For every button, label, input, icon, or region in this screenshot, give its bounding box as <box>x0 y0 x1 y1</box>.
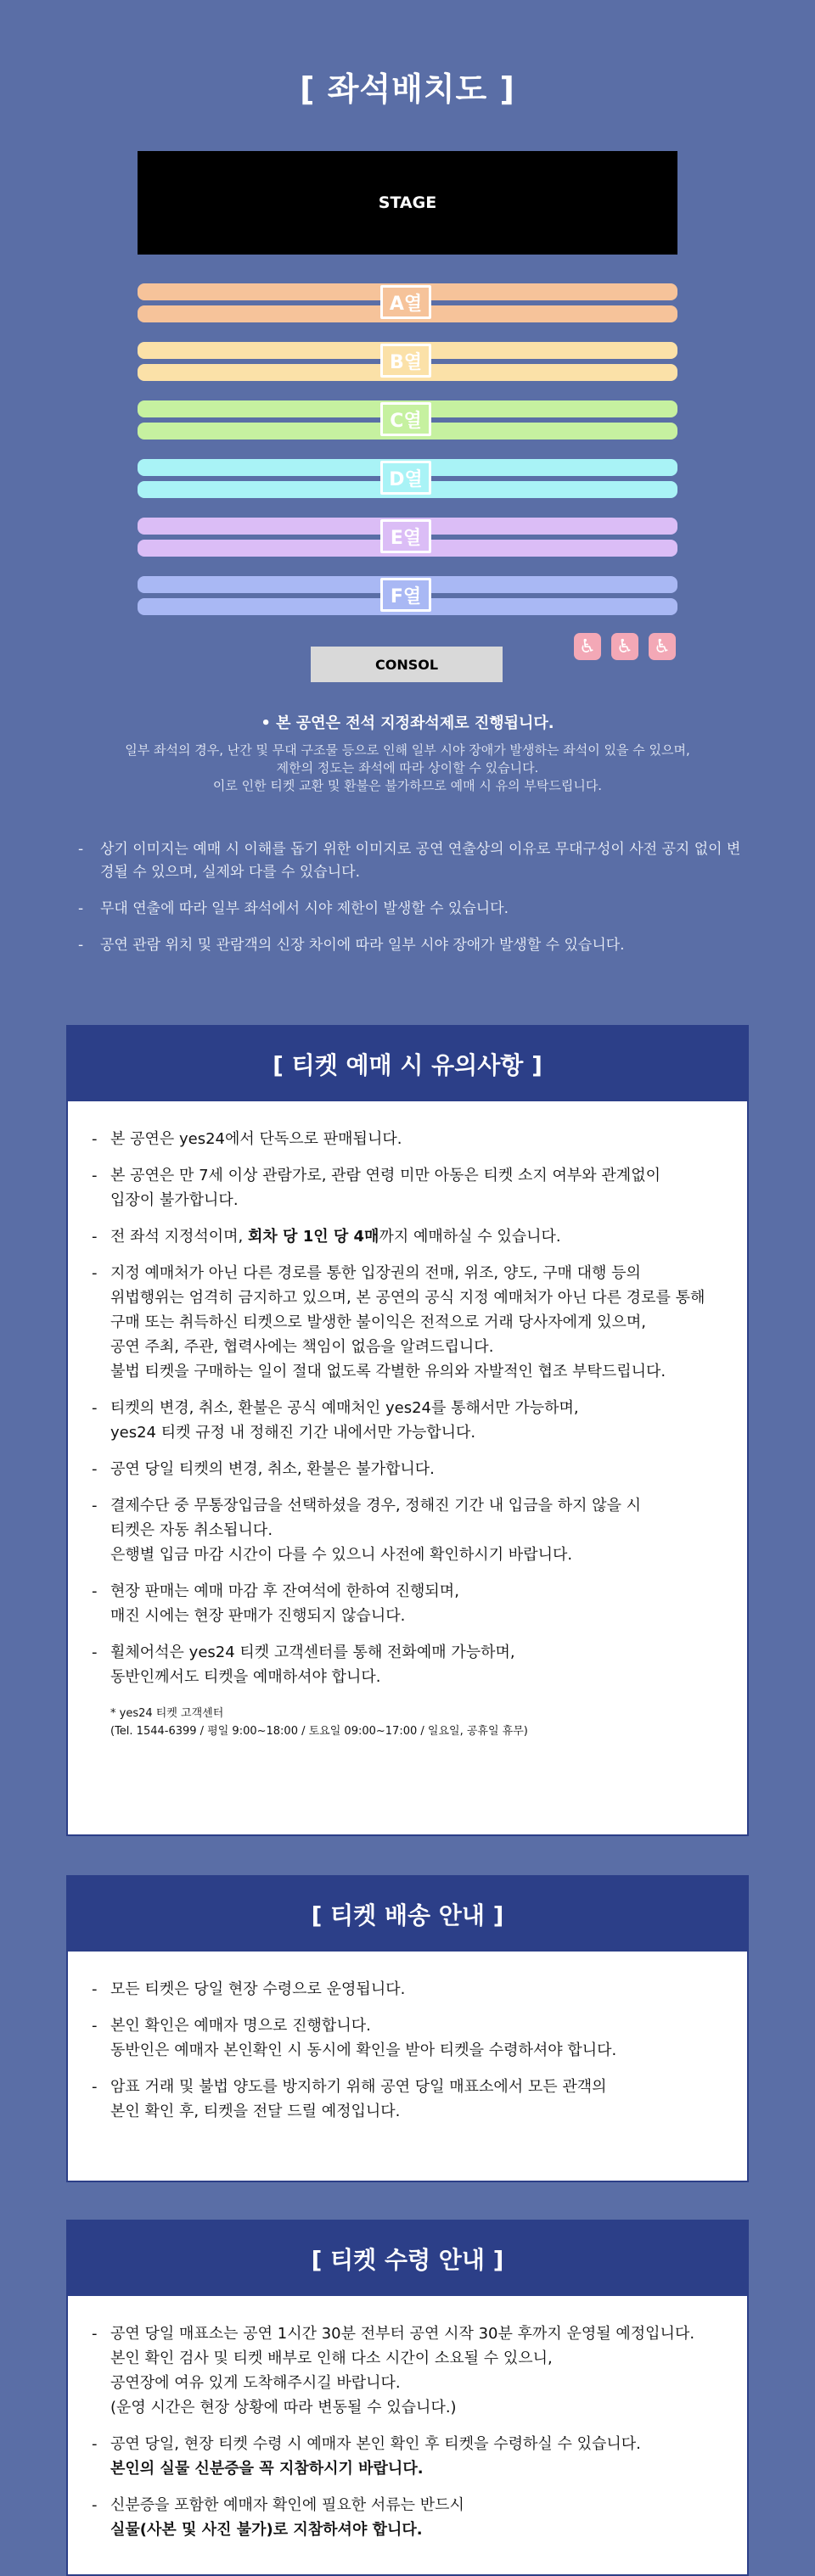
list-item: - 본 공연은 만 7세 이상 관람가로, 관람 연령 미만 아동은 티켓 소지 여부와 관계없이 입장이 불가합니다. <box>92 1163 725 1212</box>
seat-row-label: A열 <box>380 285 431 319</box>
page-title: [ 좌석배치도 ] <box>300 70 515 108</box>
seat-row <box>138 457 677 500</box>
list-item: - 결제수단 중 무통장입금을 선택하셨을 경우, 정해진 기간 내 입금을 하지 않을 시 티켓은 자동 취소됩니다. 은행별 입금 마감 시간이 다를 수 있으니 사전에 확인하시기 바랍니다. <box>92 1493 725 1567</box>
notice-line: 이로 인한 티켓 교환 및 환불은 불가하므로 예매 시 유의 부탁드립니다. <box>212 778 603 793</box>
list-item: - 휠체어석은 yes24 티켓 고객센터를 통해 전화예매 가능하며, 동반인께서도 티켓을 예매하셔야 합니다. <box>92 1640 725 1689</box>
list-item: - 신분증을 포함한 예매자 확인에 필요한 서류는 반드시 실물(사본 및 사진 불가)로 지참하셔야 합니다. <box>92 2493 725 2542</box>
delivery-info-title: [ 티켓 배송 안내 ] <box>68 1877 747 1952</box>
seat-notice-lines <box>0 742 815 795</box>
seat-row-label: F열 <box>380 578 431 612</box>
note-item: - 상기 이미지는 예매 시 이해를 돕기 위한 이미지로 공연 연출상의 이유로 무대구성이 사전 공지 없이 변경될 수 있으며, 실제와 다를 수 있습니다. <box>78 838 749 884</box>
seat-row <box>138 340 677 383</box>
delivery-info-box <box>66 1875 749 2182</box>
pickup-info-box <box>66 2220 749 2576</box>
seat-row-label: C열 <box>380 402 431 436</box>
list-item: - 공연 당일 티켓의 변경, 취소, 환불은 불가합니다. <box>92 1457 725 1481</box>
booking-notice-body <box>68 1101 747 1740</box>
wheelchair-icon: ♿ <box>611 633 638 660</box>
list-item: - 티켓의 변경, 취소, 환불은 공식 예매처인 yes24를 통해서만 가능하며, yes24 티켓 규정 내 정해진 기간 내에서만 가능합니다. <box>92 1396 725 1445</box>
wheelchair-icon: ♿ <box>574 633 601 660</box>
list-item: - 지정 예매처가 아닌 다른 경로를 통한 입장권의 전매, 위조, 양도, 구매 대행 등의 위법행위는 엄격히 금지하고 있으며, 본 공연의 공식 지정 예매처가 아닌 다른 경로를 통해 구매 또는 취득하신 티켓으로 발생한 불이익은 전적으로 거래 당사자에게 있으며, 공연 주최, 주관, 협력사에는 책임이 없음을 알려드립니다. 불법 티켓을 구매하는 일이 절대 없도록 각별한 유의와 자발적인 협조 부탁드립니다. <box>92 1261 725 1384</box>
notice-line: 제한의 정도는 좌석에 따라 상이할 수 있습니다. <box>276 760 539 776</box>
pickup-info-title: [ 티켓 수령 안내 ] <box>68 2221 747 2296</box>
list-item: - 본인 확인은 예매자 명으로 진행합니다. 동반인은 예매자 본인확인 시 동시에 확인을 받아 티켓을 수령하셔야 합니다. <box>92 2013 725 2063</box>
seat-notice-text: 본 공연은 전석 지정좌석제로 진행됩니다. <box>276 714 554 732</box>
seat-row-label: B열 <box>380 344 431 378</box>
notice-line: 일부 좌석의 경우, 난간 및 무대 구조물 등으로 인해 일부 시야 장애가 발생하는 좌석이 있을 수 있으며, <box>125 742 690 758</box>
consol: CONSOL <box>311 647 503 682</box>
booking-notice-box <box>66 1025 749 1836</box>
seat-row-label: E열 <box>380 519 431 553</box>
list-item: - 모든 티켓은 당일 현장 수령으로 운영됩니다. <box>92 1977 725 2002</box>
seat-row-label: D열 <box>380 461 431 495</box>
list-item: - 본 공연은 yes24에서 단독으로 판매됩니다. <box>92 1127 725 1151</box>
seat-notice-heading: • 본 공연은 전석 지정좌석제로 진행됩니다. <box>261 714 554 732</box>
list-item: - 암표 거래 및 불법 양도를 방지하기 위해 공연 당일 매표소에서 모든 관객의 본인 확인 후, 티켓을 전달 드릴 예정입니다. <box>92 2075 725 2124</box>
delivery-info-body <box>68 1952 747 2124</box>
seat-row <box>138 516 677 558</box>
list-item: - 전 좌석 지정석이며, 회차 당 1인 당 4매까지 예매하실 수 있습니다. <box>92 1224 725 1249</box>
list-item: - 현장 판매는 예매 마감 후 잔여석에 한하여 진행되며, 매진 시에는 현장 판매가 진행되지 않습니다. <box>92 1579 725 1628</box>
note-item: - 공연 관람 위치 및 관람객의 신장 차이에 따라 일부 시야 장애가 발생할 수 있습니다. <box>78 934 749 957</box>
stage: STAGE <box>138 151 677 255</box>
seat-row <box>138 282 677 324</box>
booking-notice-title: [ 티켓 예매 시 유의사항 ] <box>68 1027 747 1101</box>
pickup-info-body <box>68 2296 747 2542</box>
seat-row <box>138 574 677 617</box>
wheelchair-icon: ♿ <box>649 633 676 660</box>
seat-row <box>138 399 677 441</box>
customer-center-footnote: * yes24 티켓 고객센터 (Tel. 1544-6399 / 평일 9:00~18:00 / 토요일 09:00~17:00 / 일요일, 공휴일 휴무) <box>110 1707 528 1738</box>
stage-notes <box>78 838 749 971</box>
list-item: - 공연 당일 매표소는 공연 1시간 30분 전부터 공연 시작 30분 후까지 운영될 예정입니다. 본인 확인 검사 및 티켓 배부로 인해 다소 시간이 소요될 수 있으니, 공연장에 여유 있게 도착해주시길 바랍니다. (운영 시간은 현장 상황에 따라 변동될 수 있습니다.) <box>92 2321 725 2420</box>
list-item: - 공연 당일, 현장 티켓 수령 시 예매자 본인 확인 후 티켓을 수령하실 수 있습니다. 본인의 실물 신분증을 꼭 지참하시기 바랍니다. <box>92 2432 725 2481</box>
note-item: - 무대 연출에 따라 일부 좌석에서 시야 제한이 발생할 수 있습니다. <box>78 898 749 921</box>
